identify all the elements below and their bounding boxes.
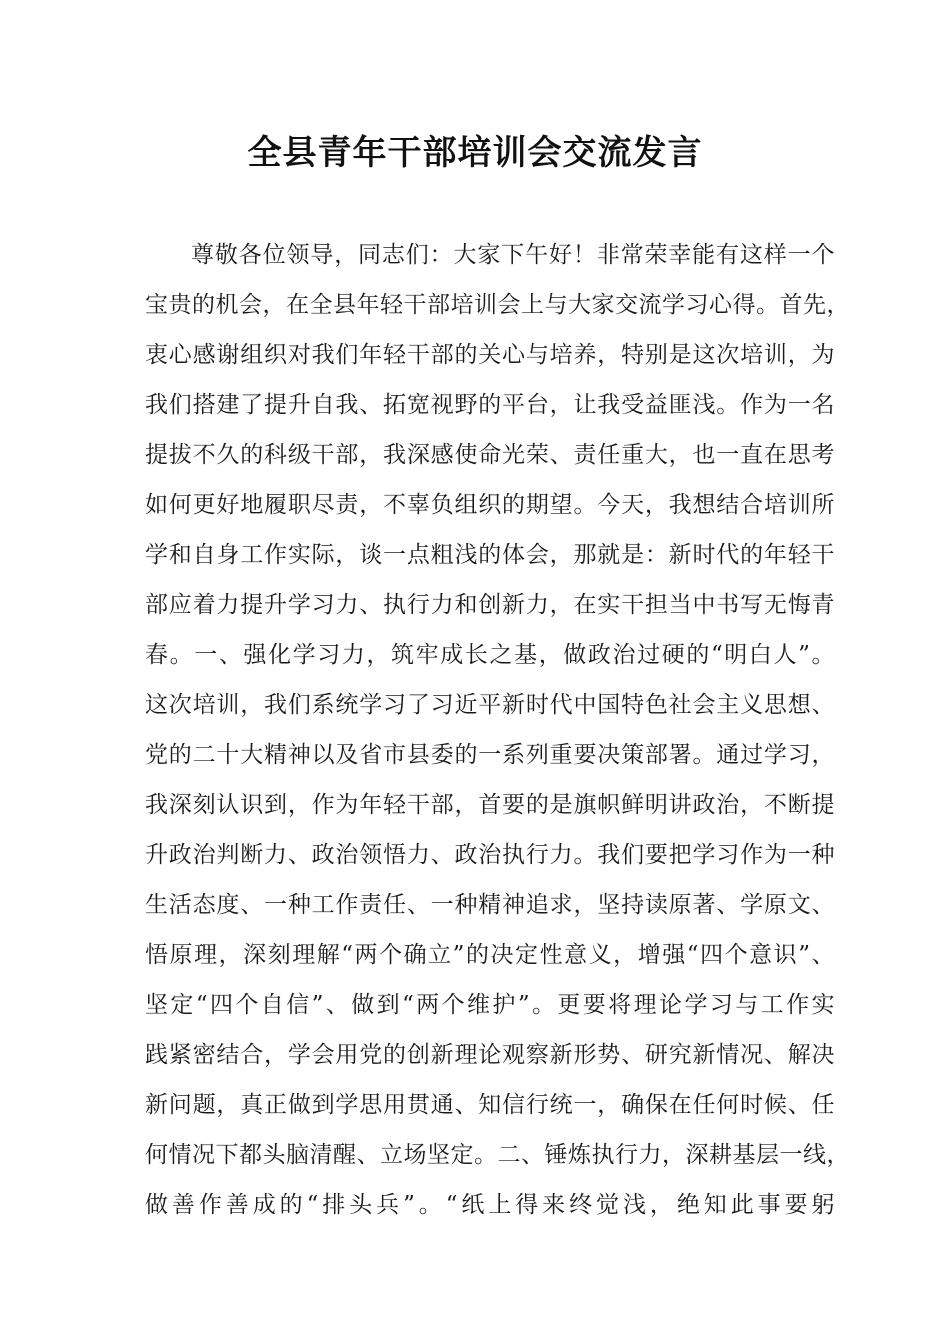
- body-line: 新问题，真正做到学思用贯通、知信行统一，确保在任何时候、任: [145, 1092, 835, 1118]
- document-title: 全县青年干部培训会交流发言: [247, 133, 703, 173]
- body-line: 我深刻认识到，作为年轻干部，首要的是旗帜鲜明讲政治，不断提: [145, 792, 835, 818]
- body-line: 这次培训，我们系统学习了习近平新时代中国特色社会主义思想、: [145, 692, 835, 718]
- body-line: 做善作善成的“排头兵”。“纸上得来终觉浅，绝知此事要躬: [145, 1192, 835, 1218]
- body-line: 我们搭建了提升自我、拓宽视野的平台，让我受益匪浅。作为一名: [145, 392, 835, 418]
- document-body: [145, 230, 850, 1230]
- body-line: 如何更好地履职尽责，不辜负组织的期望。今天，我想结合培训所: [145, 492, 835, 518]
- body-line: 宝贵的机会，在全县年轻干部培训会上与大家交流学习心得。首先，: [145, 292, 850, 318]
- body-line: 升政治判断力、政治领悟力、政治执行力。我们要把学习作为一种: [145, 842, 835, 868]
- body-line: 践紧密结合，学会用党的创新理论观察新形势、研究新情况、解决: [145, 1042, 835, 1068]
- body-line: 何情况下都头脑清醒、立场坚定。二、锤炼执行力，深耕基层一线，: [145, 1142, 850, 1168]
- body-line: 悟原理，深刻理解“两个确立”的决定性意义，增强“四个意识”、: [145, 942, 835, 968]
- body-line: 部应着力提升学习力、执行力和创新力，在实干担当中书写无悔青: [145, 592, 835, 618]
- body-line: 坚定“四个自信”、做到“两个维护”。更要将理论学习与工作实: [145, 992, 835, 1018]
- body-line: 提拔不久的科级干部，我深感使命光荣、责任重大，也一直在思考: [145, 442, 835, 468]
- body-line: 学和自身工作实际，谈一点粗浅的体会，那就是：新时代的年轻干: [145, 542, 835, 568]
- body-line: 党的二十大精神以及省市县委的一系列重要决策部署。通过学习，: [145, 742, 835, 768]
- body-line: 生活态度、一种工作责任、一种精神追求，坚持读原著、学原文、: [145, 892, 835, 918]
- body-line: 衷心感谢组织对我们年轻干部的关心与培养，特别是这次培训，为: [145, 342, 835, 368]
- body-line: 春。一、强化学习力，筑牢成长之基，做政治过硬的“明白人”。: [145, 642, 835, 668]
- body-line: 尊敬各位领导，同志们：大家下午好！非常荣幸能有这样一个: [191, 242, 835, 268]
